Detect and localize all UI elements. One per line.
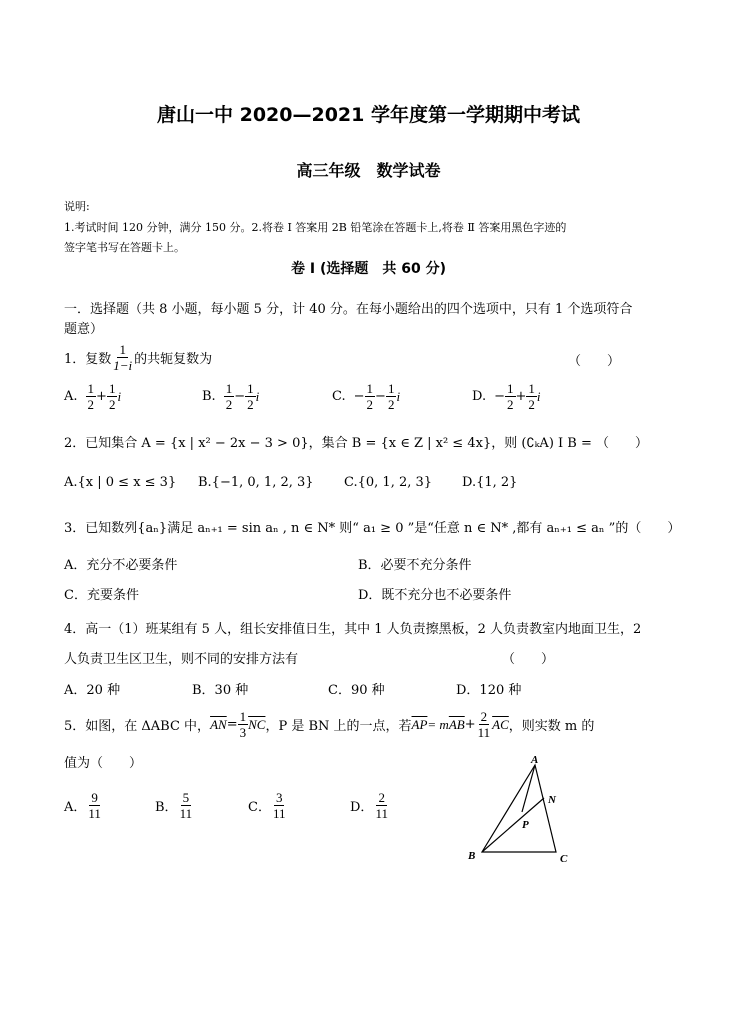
q5-f1-num: 1 — [239, 709, 247, 724]
q3-option-b[interactable]: B．必要不充分条件 — [358, 558, 472, 573]
q2-option-d[interactable]: D.{1, 2} — [462, 475, 518, 490]
q4-answer-paren[interactable]: （ ） — [502, 652, 555, 667]
option-label: D. — [472, 389, 487, 404]
option-label: A. — [64, 389, 78, 404]
option-fraction — [107, 381, 118, 412]
option-operator: − — [375, 389, 386, 404]
q5-plus: + — [464, 717, 476, 732]
frac-num: 1 — [366, 381, 374, 396]
option-label: C． — [248, 800, 271, 815]
label-b: B — [468, 850, 476, 862]
option-sign: − — [494, 389, 505, 404]
q4-option-a[interactable]: A．20 种 — [64, 683, 121, 698]
question-4-line-1: 4．高一（1）班某组有 5 人，组长安排值日生，其中 1 人负责擦黑板，2 人负责教室内地面卫生，2 — [64, 622, 642, 637]
question-5-line-2: 值为（ ） — [64, 756, 143, 771]
option-label: B． — [155, 800, 178, 815]
q1-option-b[interactable] — [202, 381, 259, 412]
part1-instructions-line-1: 一．选择题（共 8 小题，每小题 5 分，计 40 分。在每小题给出的四个选项中，只有 1 个选项符合 — [64, 302, 633, 317]
q2-option-a[interactable]: A.{x | 0 ≤ x ≤ 3} — [64, 475, 177, 490]
frac-num: 1 — [528, 381, 535, 396]
option-label: A． — [64, 800, 87, 815]
q5-option-d[interactable] — [350, 790, 390, 821]
frac-den: 2 — [366, 397, 374, 412]
frac-den: 11 — [272, 806, 286, 821]
frac-num: 1 — [225, 381, 233, 396]
q5-option-b[interactable] — [155, 790, 194, 821]
q1-frac-den: 1−i — [113, 358, 133, 373]
frac-den: 2 — [87, 397, 95, 412]
q3-option-a[interactable]: A．充分不必要条件 — [64, 558, 178, 573]
q5-f2-den: 11 — [477, 725, 491, 740]
q5-text-3: = m — [427, 716, 449, 732]
option-fraction — [526, 381, 537, 412]
option-operator: + — [515, 389, 527, 404]
frac-num: 3 — [275, 790, 283, 805]
frac-den: 11 — [88, 806, 101, 821]
q5-vector-ap: $\overline{AP}$ — [411, 716, 428, 732]
frac-den: 11 — [375, 806, 388, 821]
frac-num: 1 — [507, 381, 514, 396]
q5-option-a[interactable] — [64, 790, 103, 821]
triangle-abc — [482, 765, 556, 852]
q5-vector-an: $\overline{AN}$ — [210, 716, 227, 732]
frac-den: 2 — [108, 397, 116, 412]
q3-option-d[interactable]: D．既不充分也不必要条件 — [358, 588, 512, 603]
q5-equals: = — [226, 717, 238, 732]
question-3: 3．已知数列{aₙ}满足 aₙ₊₁ = sin aₙ , n ∈ N* 则“ a₁ ≥ 0 ”是“任意 n ∈ N* ,都有 aₙ₊₁ ≤ aₙ ”的（ ） — [64, 521, 681, 536]
q5-vector-ab: $\overline{AB}$ — [448, 716, 465, 732]
option-fraction — [178, 790, 195, 821]
q2-option-b[interactable]: B.{−1, 0, 1, 2, 3} — [198, 475, 314, 490]
q5-f1-den: 3 — [239, 725, 247, 740]
option-fraction — [386, 381, 397, 412]
frac-den: 11 — [179, 806, 193, 821]
notes-line-2: 签字笔书写在答题卡上。 — [64, 241, 185, 254]
q5-vector-ac: $\overline{AC}$ — [492, 716, 509, 732]
q4-option-c[interactable]: C．90 种 — [328, 683, 385, 698]
frac-num: 1 — [87, 381, 95, 396]
label-p: P — [522, 819, 529, 831]
q5-f2-num: 2 — [480, 709, 488, 724]
q4-option-d[interactable]: D．120 种 — [456, 683, 522, 698]
question-1 — [64, 342, 212, 373]
q5-fraction-1 — [238, 709, 249, 740]
q1-frac-num: 1 — [119, 342, 126, 357]
q1-suffix: 的共轭复数为 — [134, 352, 213, 367]
triangle-figure — [460, 752, 580, 867]
option-operator: − — [234, 389, 246, 404]
question-5 — [64, 709, 594, 740]
option-fraction — [505, 381, 516, 412]
q5-option-c[interactable] — [248, 790, 287, 821]
question-2: 2．已知集合 A = {x | x² − 2x − 3 > 0}，集合 B = {x ∈ Z | x² ≤ 4x}，则 (∁ₖA) I B = （ ） — [64, 436, 648, 451]
q5-text-4: ，则实数 m 的 — [508, 719, 595, 734]
q1-answer-paren[interactable]: （ ） — [568, 354, 621, 369]
q1-option-c[interactable] — [332, 381, 400, 412]
notes-label: 说明: — [64, 200, 90, 213]
frac-den: 2 — [247, 397, 254, 412]
option-fraction — [86, 381, 97, 412]
segment-bn — [482, 798, 544, 852]
q5-vector-nc: $\overline{NC}$ — [248, 716, 266, 732]
frac-den: 2 — [507, 397, 514, 412]
part1-instructions-line-2: 题意） — [64, 322, 104, 337]
q5-text-2: ，P 是 BN 上的一点，若 — [265, 719, 412, 734]
frac-den: 2 — [387, 397, 395, 412]
frac-num: 2 — [378, 790, 385, 805]
option-fraction — [245, 381, 256, 412]
frac-den: 2 — [225, 397, 233, 412]
option-label: B. — [202, 389, 216, 404]
frac-num: 1 — [387, 381, 395, 396]
option-operator: + — [96, 389, 107, 404]
exam-title: 唐山一中 2020—2021 学年度第一学期期中考试 — [157, 104, 580, 126]
q3-option-c[interactable]: C．充要条件 — [64, 588, 139, 603]
option-fraction — [365, 381, 376, 412]
option-imaginary-unit: i — [255, 388, 260, 404]
frac-num: 1 — [108, 381, 116, 396]
notes-line-1: 1.考试时间 120 分钟，满分 150 分。2.将卷 Ⅰ 答案用 2B 铅笔涂在答题卡上,将卷 Ⅱ 答案用黑色字迹的 — [64, 221, 567, 234]
frac-den: 2 — [528, 397, 535, 412]
option-imaginary-unit: i — [536, 388, 541, 404]
label-c: C — [560, 853, 568, 865]
option-sign: − — [353, 389, 365, 404]
frac-num: 9 — [91, 790, 98, 805]
q1-option-d[interactable] — [472, 381, 541, 412]
option-fraction — [224, 381, 235, 412]
option-fraction — [86, 790, 103, 821]
q5-fraction-2 — [476, 709, 493, 740]
q1-option-a[interactable] — [64, 381, 121, 412]
segment-ap — [522, 765, 535, 812]
q1-prefix: 1．复数 — [64, 352, 112, 367]
option-fraction — [271, 790, 288, 821]
frac-num: 5 — [182, 790, 190, 805]
option-label: C. — [332, 389, 346, 404]
q2-option-c[interactable]: C.{0, 1, 2, 3} — [344, 475, 433, 490]
option-imaginary-unit: i — [117, 388, 122, 404]
label-n: N — [548, 794, 556, 806]
exam-subtitle: 高三年级 数学试卷 — [296, 161, 441, 180]
q5-text-1: 5．如图，在 ΔABC 中， — [64, 719, 211, 734]
option-label: D． — [350, 800, 374, 815]
section-title: 卷 Ⅰ (选择题 共 60 分) — [291, 261, 446, 277]
frac-num: 1 — [247, 381, 254, 396]
option-imaginary-unit: i — [396, 388, 401, 404]
option-fraction — [373, 790, 390, 821]
question-4-line-2: 人负责卫生区卫生，则不同的安排方法有 — [64, 652, 299, 667]
label-a: A — [531, 754, 539, 766]
q4-option-b[interactable]: B．30 种 — [192, 683, 249, 698]
q1-fraction — [111, 342, 134, 373]
